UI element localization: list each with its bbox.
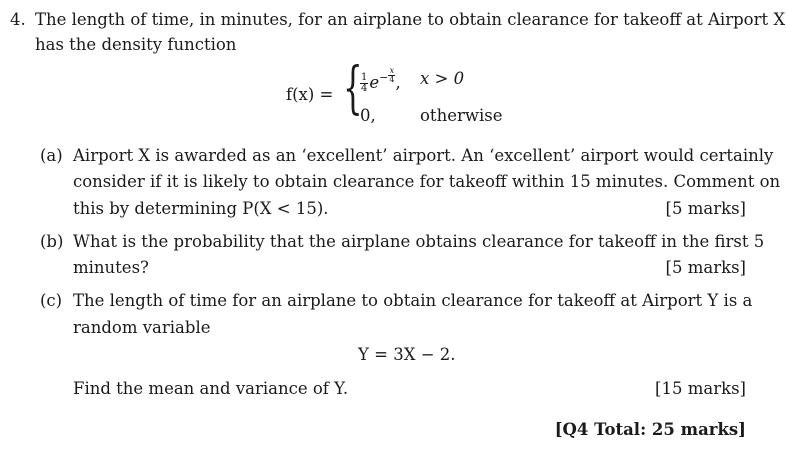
exponent-fraction: $\frac{x}{4}$ — [389, 66, 395, 84]
part-c-marks: [15 marks] — [655, 379, 746, 398]
part-c-label: (c) — [40, 291, 63, 310]
intro-line-2: has the density function — [35, 35, 237, 54]
part-b-marks: [5 marks] — [665, 258, 746, 277]
question-total: [Q4 Total: 25 marks] — [554, 420, 746, 439]
part-c-line-3: Find the mean and variance of Y. — [73, 379, 349, 398]
density-case-2: 0, — [360, 106, 376, 125]
part-c-line-2: random variable — [73, 318, 211, 337]
part-a-line-2: consider if it is likely to obtain clearance for takeoff within 15 minutes. Comment on — [73, 172, 781, 191]
intro-line-1: The length of time, in minutes, for an airplane to obtain clearance for takeoff at Airport X — [35, 10, 786, 29]
fraction-one-quarter: $\frac{1}{4}$ — [361, 72, 368, 94]
density-lhs: f(x) = — [286, 85, 334, 104]
part-a-line-3: this by determining P(X < 15). — [73, 199, 329, 218]
part-b-line-1: What is the probability that the airplane obtains clearance for takeoff in the first 5 — [73, 232, 765, 251]
part-c-line-1: The length of time for an airplane to obtain clearance for takeoff at Airport Y is a — [73, 291, 753, 310]
part-b-label: (b) — [40, 232, 64, 251]
density-condition-2: otherwise — [420, 106, 503, 125]
part-a-line-1: Airport X is awarded as an ‘excellent’ airport. An ‘excellent’ airport would certainly — [73, 146, 774, 165]
left-brace: { — [343, 56, 363, 121]
part-a-marks: [5 marks] — [665, 199, 746, 218]
part-b-line-2: minutes? — [73, 258, 149, 277]
density-condition-1: x > 0 — [420, 69, 465, 88]
part-a-label: (a) — [40, 146, 63, 165]
question-number: 4. — [10, 10, 26, 29]
part-c-equation: Y = 3X − 2. — [358, 345, 456, 364]
density-case-1: $\frac{1}{4}$ e− $\frac{x}{4}$ , — [361, 66, 401, 94]
